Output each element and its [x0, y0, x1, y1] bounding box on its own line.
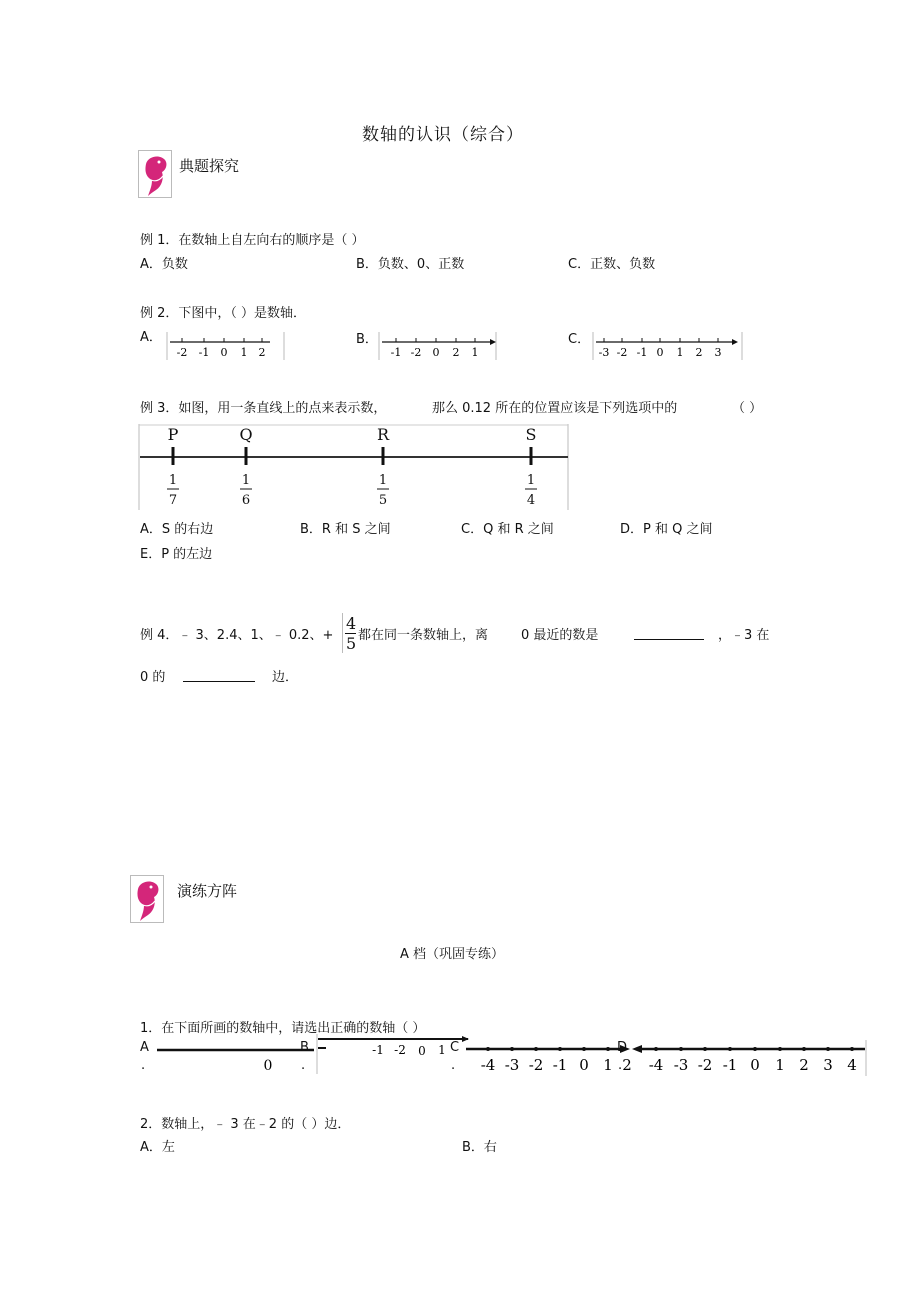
- axis-d-tick: -4: [648, 1056, 664, 1074]
- example-4-stem-part4: ，﹣3 在: [718, 628, 770, 643]
- example-3-option-c: C．Q 和 R 之间: [461, 522, 554, 537]
- example-3-option-e: E．P 的左边: [140, 547, 213, 562]
- axis-d-tick: 2: [799, 1056, 809, 1074]
- axis-a-tick: 0: [220, 346, 228, 359]
- fraction-denominator: 5: [346, 634, 357, 653]
- example-3-option-a: A．S 的右边: [140, 522, 214, 537]
- axis-b-tick: 1: [471, 346, 479, 359]
- axis-b-tick: 1: [438, 1043, 446, 1057]
- example-2-axis-b: [378, 332, 498, 360]
- example-2-label-a: A．: [140, 330, 162, 345]
- example-4-stem-part1: 例 4．﹣ 3、2.4、1、﹣ 0.2、+: [140, 628, 334, 643]
- section-title-examples: 典题探究: [179, 157, 240, 175]
- axis-c-tick: -3: [598, 346, 610, 359]
- point-p-numerator: 1: [168, 473, 178, 488]
- axis-d-tick: 0: [750, 1056, 760, 1074]
- axis-d-tick: -1: [722, 1056, 738, 1074]
- example-3-number-line: [138, 424, 570, 510]
- axis-a-tick: 1: [240, 346, 248, 359]
- axis-c-tick: 3: [714, 346, 722, 359]
- axis-a-tick: 0: [263, 1058, 273, 1074]
- example-2-stem: 例 2．下图中，（ ）是数轴．: [140, 306, 307, 321]
- axis-d-tick: 1: [775, 1056, 785, 1074]
- axis-b-tick: 2: [452, 346, 460, 359]
- example-3-option-d: D．P 和 Q 之间: [620, 522, 713, 537]
- point-q-numerator: 1: [241, 473, 251, 488]
- example-3-stem-part2: 那么 0.12 所在的位置应该是下列选项中的: [432, 401, 678, 416]
- point-s-numerator: 1: [526, 473, 536, 488]
- axis-d-tick: -3: [673, 1056, 689, 1074]
- axis-b-tick: 0: [418, 1044, 426, 1058]
- axis-d-tick: 3: [823, 1056, 833, 1074]
- point-p-denominator: 7: [168, 493, 178, 508]
- point-p-label: P: [167, 425, 179, 444]
- question-1-axis-b: [316, 1034, 470, 1074]
- point-r-label: R: [376, 425, 390, 444]
- example-1-option-a: A．负数: [140, 257, 188, 272]
- axis-a-tick: -2: [176, 346, 188, 359]
- example-4-blank-2[interactable]: [183, 666, 255, 682]
- axis-b-tick: -1: [390, 346, 402, 359]
- question-1-dot-b: .: [301, 1058, 306, 1073]
- question-1-label-c: C: [450, 1040, 460, 1055]
- axis-c-tick: 1: [603, 1056, 613, 1074]
- axis-c-tick: -2: [616, 346, 628, 359]
- example-3-option-b: B．R 和 S 之间: [300, 522, 391, 537]
- point-q-denominator: 6: [241, 493, 251, 508]
- page-title: 数轴的认识（综合）: [362, 125, 524, 145]
- example-1-stem: 例 1．在数轴上自左向右的顺序是（ ）: [140, 233, 365, 248]
- point-r-denominator: 5: [378, 493, 388, 508]
- section-title-practice: 演练方阵: [177, 882, 238, 900]
- example-2-axis-a: [166, 332, 286, 360]
- example-2-label-b: B．: [356, 332, 378, 347]
- axis-d-tick: -2: [697, 1056, 713, 1074]
- question-1-axis-c: [464, 1040, 632, 1076]
- example-1-option-c: C．正数、负数: [568, 257, 656, 272]
- dolphin-icon: [138, 150, 172, 198]
- axis-c-tick: 2: [695, 346, 703, 359]
- axis-c-tick: -4: [480, 1056, 496, 1074]
- question-2-option-a: A．左: [140, 1140, 175, 1155]
- question-1-dot-a: .: [141, 1058, 146, 1073]
- fraction-numerator: 4: [346, 614, 357, 633]
- axis-c-tick: 0: [579, 1056, 589, 1074]
- example-4-stem-part3: 0 最近的数是: [521, 628, 599, 643]
- question-1-dot-d: .: [618, 1058, 623, 1073]
- axis-c-tick: -1: [636, 346, 648, 359]
- question-1-label-d: D: [617, 1040, 628, 1055]
- example-2-axis-c: [592, 332, 744, 360]
- point-r-numerator: 1: [378, 473, 388, 488]
- example-3-stem-paren: （ ）: [732, 401, 763, 416]
- question-1-label-b: B: [300, 1040, 309, 1055]
- question-1-stem: 1．在下面所画的数轴中，请选出正确的数轴（ ）: [140, 1021, 426, 1036]
- axis-a-tick: 2: [258, 346, 266, 359]
- example-4-stem-part2: 都在同一条数轴上，离: [358, 628, 489, 643]
- point-s-denominator: 4: [526, 493, 536, 508]
- example-1-option-b: B．负数、0、正数: [356, 257, 465, 272]
- example-4-line2-part2: 边．: [272, 670, 299, 685]
- example-3-stem-part1: 例 3．如图，用一条直线上的点来表示数，: [140, 401, 387, 416]
- axis-c-tick: -3: [504, 1056, 520, 1074]
- question-2-stem: 2．数轴上，﹣ 3 在﹣2 的（ ）边．: [140, 1117, 351, 1132]
- axis-b-tick: 0: [432, 346, 440, 359]
- question-2-option-b: B．右: [462, 1140, 497, 1155]
- axis-a-tick: -1: [198, 346, 210, 359]
- dolphin-icon: [130, 875, 164, 923]
- axis-b-tick: -2: [410, 346, 422, 359]
- example-4-blank-1[interactable]: [634, 624, 704, 640]
- axis-c-tick: -1: [552, 1056, 568, 1074]
- point-s-label: S: [525, 425, 537, 444]
- axis-c-tick: -2: [528, 1056, 544, 1074]
- axis-b-tick: -2: [394, 1043, 406, 1057]
- axis-d-tick: 4: [847, 1056, 857, 1074]
- example-2-label-c: C．: [568, 332, 591, 347]
- axis-c-tick: 0: [656, 346, 664, 359]
- question-1-label-a: A: [140, 1040, 149, 1055]
- axis-c-tick: 2: [622, 1056, 632, 1074]
- question-1-dot-c: .: [451, 1058, 456, 1073]
- axis-b-tick: -1: [372, 1043, 384, 1057]
- point-q-label: Q: [239, 425, 253, 444]
- question-1-axis-a: [156, 1036, 316, 1076]
- example-4-line2-part1: 0 的: [140, 670, 166, 685]
- section-subtitle: A 档（巩固专练）: [400, 947, 505, 962]
- example-4-fraction: [342, 613, 357, 653]
- axis-c-tick: 1: [676, 346, 684, 359]
- question-1-axis-d: [630, 1040, 868, 1076]
